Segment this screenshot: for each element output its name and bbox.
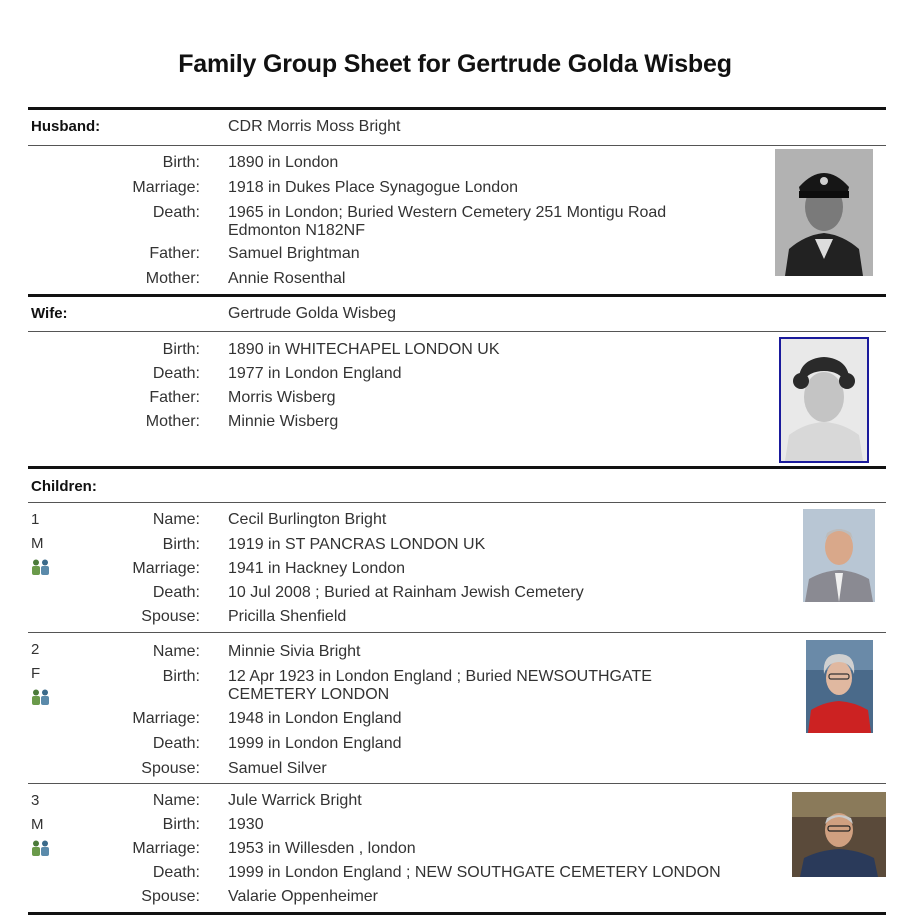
- child-spouse-label: Spouse:: [141, 608, 200, 625]
- child-death-label: Death:: [152, 584, 200, 601]
- child-spouse-value: Valarie Oppenheimer: [228, 888, 379, 905]
- section-rule: [28, 912, 886, 915]
- child-birth-value-cont: CEMETERY LONDON: [228, 686, 390, 703]
- child-spouse-value: Pricilla Shenfield: [228, 608, 347, 625]
- page-title: Family Group Sheet for Gertrude Golda Wisbeg: [178, 50, 732, 78]
- wife-death-label: Death:: [152, 365, 200, 382]
- family-group-icon[interactable]: [30, 559, 52, 575]
- child-name-label: Name:: [152, 792, 200, 809]
- child-birth-label: Birth:: [162, 668, 200, 685]
- husband-section-label: Husband:: [31, 118, 101, 135]
- child-death-label: Death:: [152, 735, 200, 752]
- child-marriage-label: Marriage:: [132, 710, 200, 727]
- child-birth-value: 12 Apr 1923 in London England ; Buried NEWSOUTHGATE: [228, 668, 652, 685]
- husband-father-label: Father:: [149, 245, 200, 262]
- child-spouse-label: Spouse:: [141, 888, 200, 905]
- child-marriage-value: 1948 in London England: [228, 710, 402, 727]
- child-birth-label: Birth:: [162, 536, 200, 553]
- family-group-icon[interactable]: [30, 840, 52, 856]
- divider: [28, 145, 886, 146]
- section-rule: [28, 294, 886, 297]
- child-name-value: Jule Warrick Bright: [228, 792, 362, 809]
- child-death-label: Death:: [152, 864, 200, 881]
- husband-death-label: Death:: [152, 204, 200, 221]
- wife-father-label: Father:: [149, 389, 200, 406]
- wife-section-label: Wife:: [31, 305, 68, 322]
- child-photo: [792, 792, 886, 877]
- wife-mother-label: Mother:: [145, 413, 200, 430]
- child-name-value: Minnie Sivia Bright: [228, 643, 361, 660]
- child-sex: M: [31, 816, 44, 833]
- child-number: 2: [31, 641, 40, 658]
- child-name-label: Name:: [152, 511, 200, 528]
- divider: [28, 502, 886, 503]
- divider: [28, 783, 886, 784]
- child-number: 1: [31, 511, 40, 528]
- child-name-value: Cecil Burlington Bright: [228, 511, 387, 528]
- wife-death-value: 1977 in London England: [228, 365, 402, 382]
- husband-mother-label: Mother:: [145, 270, 200, 287]
- child-number: 3: [31, 792, 40, 809]
- child-birth-value: 1930: [228, 816, 264, 833]
- husband-birth-label: Birth:: [162, 154, 200, 171]
- child-name-label: Name:: [152, 643, 200, 660]
- husband-photo: [775, 149, 873, 276]
- divider: [28, 331, 886, 332]
- child-spouse-value: Samuel Silver: [228, 760, 327, 777]
- section-rule: [28, 466, 886, 469]
- husband-birth-value: 1890 in London: [228, 154, 339, 171]
- husband-death-value: 1965 in London; Buried Western Cemetery 251 Montigu Road: [228, 204, 667, 221]
- child-death-value: 10 Jul 2008 ; Buried at Rainham Jewish Cemetery: [228, 584, 584, 601]
- wife-photo: [779, 337, 869, 463]
- child-sex: F: [31, 665, 41, 682]
- husband-name: CDR Morris Moss Bright: [228, 118, 401, 135]
- children-section-label: Children:: [31, 478, 97, 495]
- divider: [28, 632, 886, 633]
- child-death-value: 1999 in London England ; NEW SOUTHGATE CEMETERY LONDON: [228, 864, 721, 881]
- wife-birth-label: Birth:: [162, 341, 200, 358]
- child-marriage-value: 1941 in Hackney London: [228, 560, 406, 577]
- wife-birth-value: 1890 in WHITECHAPEL LONDON UK: [228, 341, 500, 358]
- husband-mother-value: Annie Rosenthal: [228, 270, 346, 287]
- family-group-icon[interactable]: [30, 689, 52, 705]
- child-marriage-label: Marriage:: [132, 840, 200, 857]
- child-photo: [803, 509, 875, 602]
- section-rule: [28, 107, 886, 110]
- wife-name: Gertrude Golda Wisbeg: [228, 305, 397, 322]
- child-marriage-label: Marriage:: [132, 560, 200, 577]
- child-birth-label: Birth:: [162, 816, 200, 833]
- child-sex: M: [31, 535, 44, 552]
- husband-marriage-value: 1918 in Dukes Place Synagogue London: [228, 179, 518, 196]
- wife-mother-value: Minnie Wisberg: [228, 413, 339, 430]
- wife-father-value: Morris Wisberg: [228, 389, 336, 406]
- child-photo: [806, 640, 873, 733]
- child-birth-value: 1919 in ST PANCRAS LONDON UK: [228, 536, 486, 553]
- child-spouse-label: Spouse:: [141, 760, 200, 777]
- child-marriage-value: 1953 in Willesden , london: [228, 840, 416, 857]
- husband-death-value-cont: Edmonton N182NF: [228, 222, 365, 239]
- husband-marriage-label: Marriage:: [132, 179, 200, 196]
- child-death-value: 1999 in London England: [228, 735, 402, 752]
- husband-father-value: Samuel Brightman: [228, 245, 360, 262]
